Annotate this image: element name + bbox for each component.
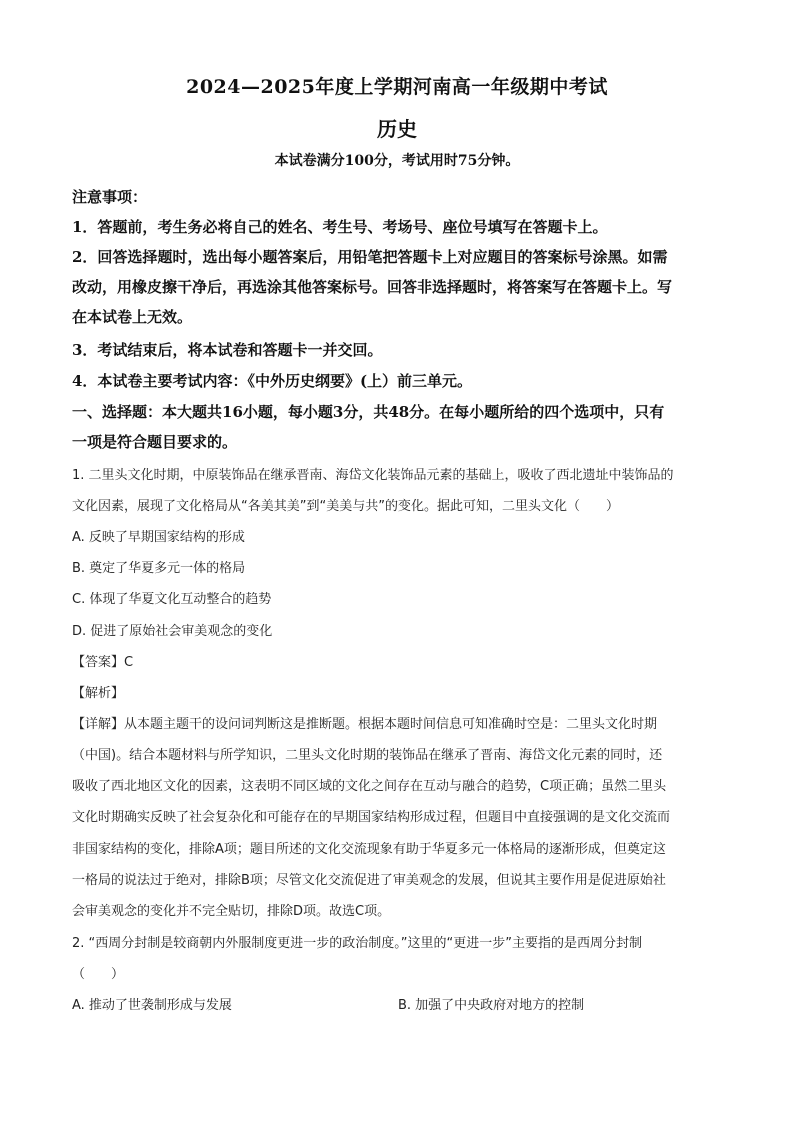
question-1-option-d: D. 促进了原始社会审美观念的变化 (72, 624, 273, 639)
section-heading: 一、选择题：本大题共16小题，每小题3分，共48分。在每小题所给的四个选项中，只有 (72, 403, 665, 421)
subject-title: 历史 (377, 117, 417, 141)
note-item: 改动，用橡皮擦干净后，再选涂其他答案标号。回答非选择题时，将答案写在答题卡上。写 (72, 278, 673, 296)
exam-title: 2024—2025年度上学期河南高一年级期中考试 (186, 76, 608, 98)
question-1-option-a: A. 反映了早期国家结构的形成 (72, 530, 245, 545)
question-2-option-a: A. 推动了世袭制形成与发展 (72, 998, 232, 1013)
question-2-option-b: B. 加强了中央政府对地方的控制 (398, 998, 585, 1013)
question-1-stem: 1. 二里头文化时期，中原装饰品在继承晋南、海岱文化装饰品元素的基础上，吸收了西北遗址中装饰品的 (72, 468, 674, 483)
answer-label: 【答案】C (72, 655, 134, 670)
note-item: 在本试卷上无效。 (72, 308, 193, 326)
detail-line: 吸收了西北地区文化的因素，这表明不同区域的文化之间存在互动与融合的趋势，C项正确；虽然二里头 (72, 779, 667, 794)
question-2-stem-cont: （ ） (72, 967, 125, 982)
note-item: 1．答题前，考生务必将自己的姓名、考生号、考场号、座位号填写在答题卡上。 (72, 218, 608, 236)
question-1-option-b: B. 奠定了华夏多元一体的格局 (72, 561, 246, 576)
detail-line: 【详解】从本题主题干的设问词判断这是推断题。根据本题时间信息可知准确时空是：二里头文化时期 (72, 717, 658, 732)
detail-line: （中国)。结合本题材料与所学知识，二里头文化时期的装饰品在继承了晋南、海岱文化元素的同时，还 (72, 748, 663, 763)
note-item: 2．回答选择题时，选出每小题答案后，用铅笔把答题卡上对应题目的答案标号涂黑。如需 (72, 248, 668, 266)
question-1-option-c: C. 体现了华夏文化互动整合的趋势 (72, 592, 272, 607)
detail-line: 会审美观念的变化并不完全贴切，排除D项。故选C项。 (72, 904, 391, 919)
question-1-stem-cont: 文化因素，展现了文化格局从“各美其美”到“美美与共”的变化。据此可知，二里头文化（ ） (72, 499, 619, 514)
analysis-label: 【解析】 (72, 686, 125, 701)
notes-heading: 注意事项： (72, 188, 148, 206)
question-2-stem: 2. “西周分封制是较商朝内外服制度更进一步的政治制度。”这里的“更进一步”主要指的是西周分封制 (72, 936, 642, 951)
note-item: 4．本试卷主要考试内容：《中外历史纲要》(上）前三单元。 (72, 372, 473, 390)
detail-line: 一格局的说法过于绝对，排除B项；尽管文化交流促进了审美观念的发展，但说其主要作用是促进原始社 (72, 873, 666, 888)
time-note: 本试卷满分100分，考试用时75分钟。 (274, 153, 520, 169)
section-heading-cont: 一项是符合题目要求的。 (72, 433, 238, 451)
note-item: 3．考试结束后，将本试卷和答题卡一并交回。 (72, 341, 383, 359)
detail-line: 非国家结构的变化，排除A项；题目所述的文化交流现象有助于华夏多元一体格局的逐渐形成，但奠定这 (72, 842, 666, 857)
detail-line: 文化时期确实反映了社会复杂化和可能存在的早期国家结构形成过程，但题目中直接强调的是文化交流而 (72, 810, 671, 825)
